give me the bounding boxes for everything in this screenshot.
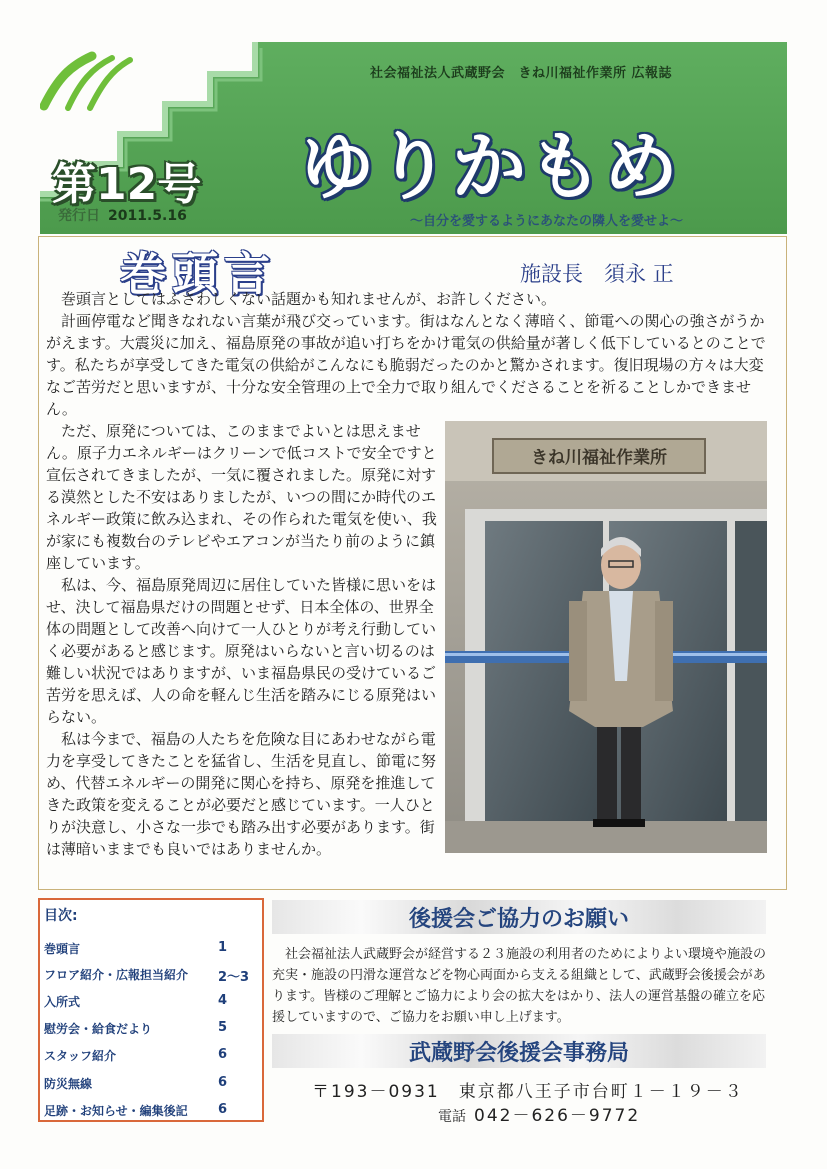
toc-item-title: フロア紹介・広報担当紹介 (44, 968, 189, 982)
toc-item-page: 6 (218, 1102, 228, 1117)
support-paragraph: 社会福祉法人武蔵野会が経営する２３施設の利用者のためによりよい環境や施設の充実・施設の円滑な運営などを物心両面から支える組織として、武蔵野会後援会があります。皆様のご理解とご協力により会の拡大をはかり、法人の運営基盤の確立を応援していますので、ご協力をお願い申し上げます。 (272, 947, 767, 1025)
article-paragraph: 私は、今、福島原発周辺に居住していた皆様に思いをはせ、決して福島県だけの問題とせず、日本全体の、世界全体の問題として改善へ向けて一人ひとりが考え行動していく必要があると感じます。原発はいらないと言い切るのは難しい状況ではありますが、いま福島県民の受けているご苦労を思えば、人の命を軽んじ生活を踏みにじる原発はいらない。 (46, 576, 437, 726)
phone-label: 電話 (438, 1109, 466, 1125)
article-author: 施設長 須永 正 (520, 262, 674, 286)
toc-item-page: 6 (218, 1047, 228, 1062)
stripes-logo-icon (40, 48, 140, 112)
toc-item-page: 1 (218, 940, 228, 955)
issue-date: 2011.5.16 (108, 208, 187, 224)
toc-item[interactable] (44, 1102, 254, 1122)
support-body (272, 944, 768, 1028)
office-phone-line (438, 1101, 640, 1126)
toc-item-title: 慰労会・給食だより (44, 1022, 153, 1036)
issue-number: 第12号 (52, 159, 202, 210)
article-paragraph: 巻頭言としてはふさわしくない話題かも知れませんが、お許しください。 (61, 290, 557, 308)
magazine-title: ゆりかもめ (300, 124, 680, 210)
toc-item[interactable] (44, 1020, 254, 1040)
photo-sign-text: きね川福祉作業所 (531, 448, 667, 468)
toc-item[interactable] (44, 1075, 254, 1095)
toc-item[interactable] (44, 1047, 254, 1067)
issue-date-line (58, 205, 187, 225)
toc-item-title: 巻頭言 (44, 942, 81, 956)
support-heading: 後援会ご協力のお願い (408, 907, 629, 932)
toc-item-title: 防災無線 (44, 1077, 93, 1091)
toc-item-title: 入所式 (44, 995, 81, 1009)
toc-item-title: スタッフ紹介 (44, 1049, 117, 1063)
office-address: 〒193－0931 東京都八王子市台町１－１９－３ (312, 1082, 744, 1102)
phone-number: 042－626－9772 (474, 1106, 641, 1126)
toc-item[interactable] (44, 993, 254, 1013)
toc-item[interactable] (44, 940, 254, 960)
issue-date-label: 発行日 (58, 208, 100, 224)
toc-item[interactable] (44, 966, 254, 986)
toc-title: 目次: (44, 908, 78, 924)
article-paragraph: ただ、原発については、このままでよいとは思えません。原子力エネルギーはクリーンで低コストで安全ですと宣伝されてきましたが、一気に覆されました。原発に対する漠然とした不安はありましたが、いつの間にか時代のエネルギー政策に飲み込まれ、その作られた電気を使い、我が家にも複数台のテレビやエアコンが当たり前のように鎮座しています。 (46, 422, 437, 572)
article-paragraph: 私は今まで、福島の人たちを危険な目にあわせながら電力を享受してきたことを猛省し、生活を見直し、節電に努め、代替エネルギーの開発に関心を持ち、原発を推進してきた政策を変えることが必要だと感じています。一人ひとりが決意し、小さな一歩でも踏み出す必要があります。街は薄暗いままでも良いではありませんか。 (46, 730, 437, 858)
article-column (46, 420, 442, 860)
toc-item-page: 4 (218, 993, 228, 1008)
article-heading: 巻頭言 (120, 247, 276, 301)
office-heading: 武蔵野会後援会事務局 (408, 1041, 629, 1066)
toc-item-page: 2～3 (218, 970, 250, 985)
toc-item-page: 6 (218, 1075, 228, 1090)
article-intro (46, 288, 766, 420)
organization-line: 社会福祉法人武蔵野会 きね川福祉作業所 広報誌 (370, 66, 673, 81)
toc-item-title: 足跡・お知らせ・編集後記 (44, 1104, 188, 1118)
toc-item-page: 5 (218, 1020, 228, 1035)
director-photo (445, 421, 767, 853)
motto: ～自分を愛するようにあなたの隣人を愛せよ～ (410, 214, 684, 229)
article-paragraph: 計画停電など聞きなれない言葉が飛び交っています。街はなんとなく薄暗く、節電への関心の強さがうかがえます。大震災に加え、福島原発の事故が追い打ちをかけ電気の供給量が著しく低下しているとのことです。私たちが享受してきた電気の供給がこんなにも脆弱だったのかと驚かされます。復旧現場の方々は大変なご苦労だと思いますが、十分な安全管理の上で全力で取り組んでくださることを祈ることしかできません。 (46, 312, 766, 418)
